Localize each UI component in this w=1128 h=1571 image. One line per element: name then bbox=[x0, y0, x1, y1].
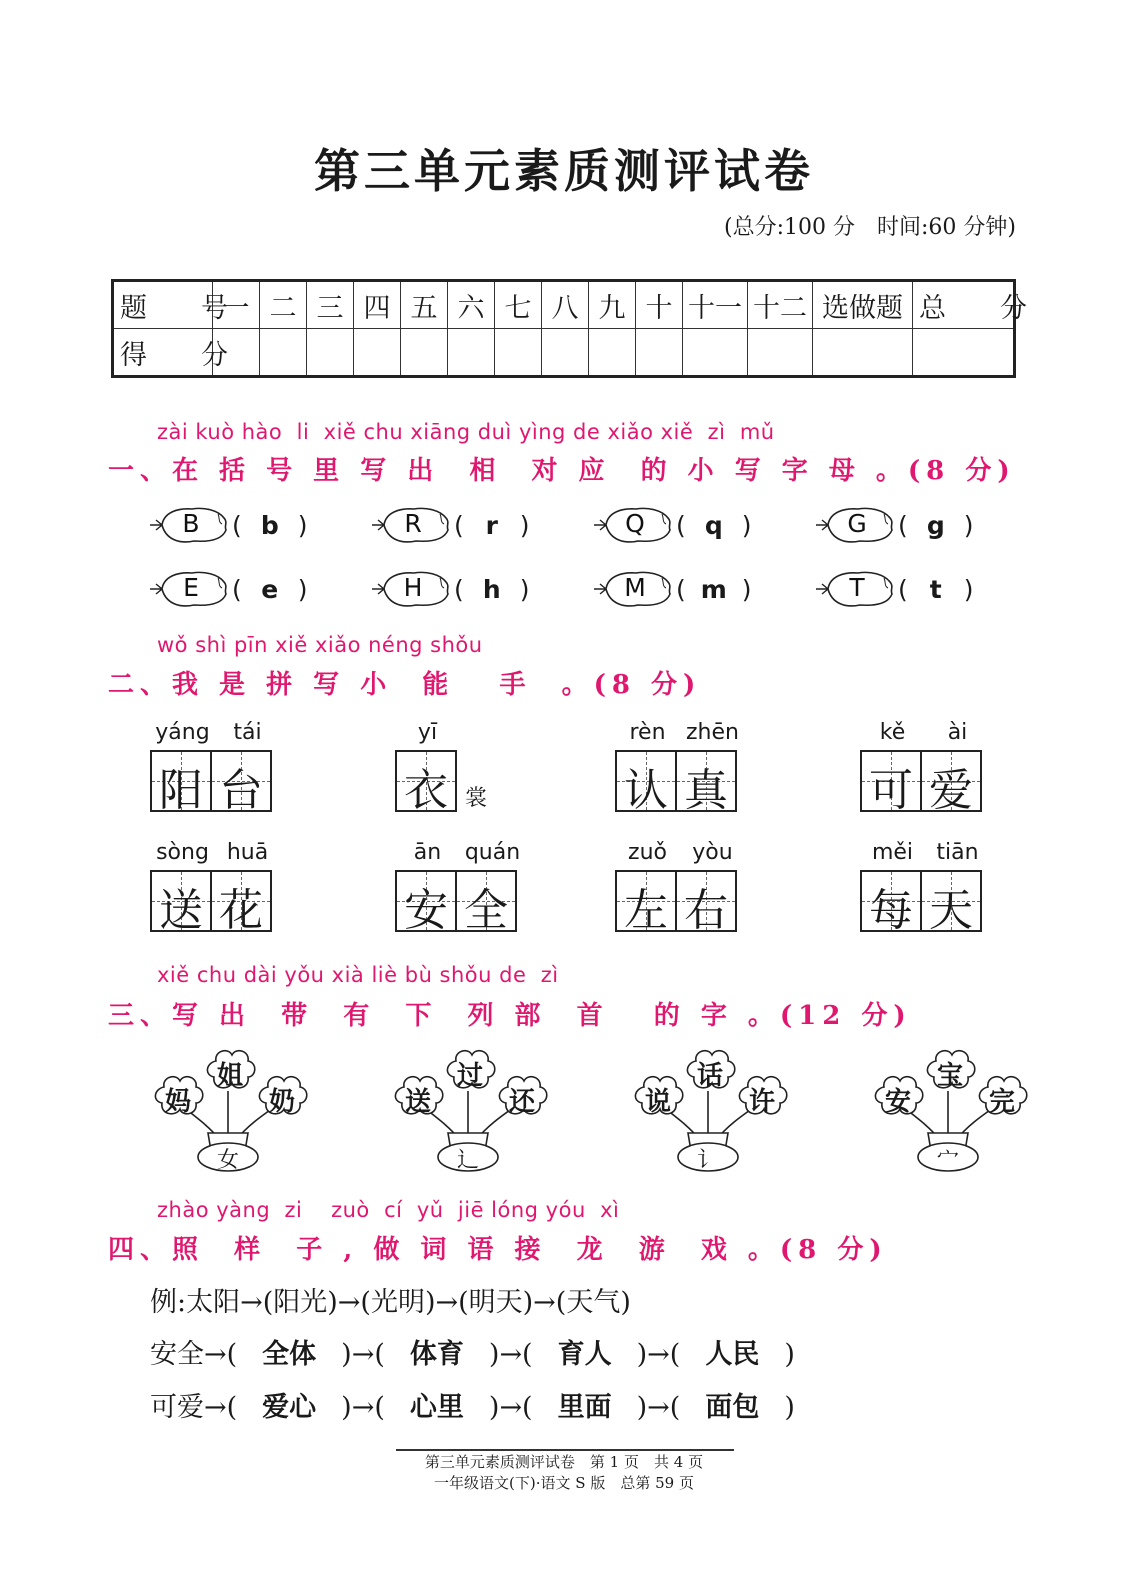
pinyin-syllable: ài bbox=[947, 720, 968, 745]
pinyin-syllable: kě bbox=[879, 720, 906, 745]
radical: 女 bbox=[216, 1148, 239, 1173]
letter-item bbox=[148, 498, 370, 552]
score-table bbox=[111, 279, 1027, 378]
lowercase-answer: b bbox=[260, 510, 279, 540]
written-char: 每 bbox=[869, 885, 913, 936]
flower bbox=[974, 1073, 1030, 1119]
leaf-bubble bbox=[592, 504, 672, 546]
pinyin-syllable: zhēn bbox=[686, 720, 739, 745]
radical-tree bbox=[628, 1045, 788, 1175]
score-cell[interactable] bbox=[589, 329, 636, 377]
word-chain-row: 可爱→( 爱心 )→( 心里 )→( 里面 )→( 面包 ) bbox=[150, 1385, 870, 1438]
written-char: 全 bbox=[464, 885, 508, 936]
score-header-cell: 一 bbox=[213, 281, 260, 329]
lowercase-answer: m bbox=[700, 574, 727, 604]
radical-tree bbox=[388, 1045, 548, 1175]
leaf-bubble bbox=[592, 568, 672, 610]
pinyin-syllable: měi bbox=[871, 840, 914, 865]
written-char: 台 bbox=[219, 765, 263, 816]
leaf-bubble bbox=[370, 568, 450, 610]
char-boxes bbox=[150, 870, 290, 936]
score-header-cell: 三 bbox=[307, 281, 354, 329]
char-box[interactable] bbox=[210, 750, 272, 816]
char-box[interactable] bbox=[615, 870, 677, 936]
char-boxes bbox=[860, 750, 1000, 816]
score-header-cell: 九 bbox=[589, 281, 636, 329]
pinyin-syllable: ān bbox=[413, 840, 442, 865]
radical-tree bbox=[868, 1045, 1028, 1175]
flower-char: 说 bbox=[644, 1087, 671, 1117]
footer-line-2: 一年级语文(下)·语文 S 版 总第 59 页 bbox=[434, 1474, 694, 1492]
word-chain-row: 安全→( 全体 )→( 体育 )→( 育人 )→( 人民 ) bbox=[150, 1332, 870, 1385]
word-item bbox=[395, 720, 535, 816]
answer-paren[interactable]: ( t ) bbox=[898, 574, 974, 604]
score-header-cell: 二 bbox=[260, 281, 307, 329]
char-box[interactable] bbox=[395, 870, 457, 936]
word-pinyin bbox=[860, 720, 1000, 750]
score-header-cell: 选做题 bbox=[813, 281, 913, 329]
word-item bbox=[395, 840, 535, 936]
flower-char: 许 bbox=[748, 1087, 775, 1117]
score-cell[interactable] bbox=[748, 329, 813, 377]
chain-answer[interactable]: 心里 bbox=[409, 1392, 464, 1423]
char-boxes bbox=[860, 870, 1000, 936]
written-char: 衣 bbox=[404, 765, 448, 816]
written-char: 左 bbox=[624, 885, 668, 936]
radical: 宀 bbox=[936, 1148, 959, 1173]
letter-item bbox=[148, 562, 370, 616]
score-cell[interactable] bbox=[813, 329, 913, 377]
flower bbox=[202, 1047, 258, 1093]
uppercase-letter: H bbox=[403, 573, 423, 602]
char-boxes bbox=[395, 870, 535, 936]
pinyin-syllable: tái bbox=[233, 720, 262, 745]
uppercase-letter: T bbox=[849, 573, 865, 602]
flower bbox=[922, 1047, 978, 1093]
q4-heading: 四、照 样 子 , 做 词 语 接 龙 游 戏 。(8 分) bbox=[108, 1235, 888, 1265]
footer-line-1: 第三单元素质测评试卷 第 1 页 共 4 页 bbox=[424, 1453, 704, 1471]
q1-letters bbox=[148, 498, 1008, 616]
pinyin-syllable: yáng bbox=[155, 720, 210, 745]
score-header-cell: 八 bbox=[542, 281, 589, 329]
score-value-row bbox=[113, 329, 1015, 377]
leaf-bubble bbox=[370, 504, 450, 546]
lowercase-answer: e bbox=[261, 574, 279, 604]
flower bbox=[150, 1073, 206, 1119]
written-char: 送 bbox=[159, 885, 203, 936]
chain-answer[interactable]: 全体 bbox=[262, 1339, 317, 1370]
chain-answer[interactable]: 育人 bbox=[557, 1339, 612, 1370]
word-pinyin bbox=[615, 720, 755, 750]
score-header-cell: 五 bbox=[401, 281, 448, 329]
lowercase-answer: t bbox=[929, 574, 942, 604]
lowercase-answer: r bbox=[485, 510, 498, 540]
char-box[interactable] bbox=[150, 870, 212, 936]
written-char: 天 bbox=[929, 885, 973, 936]
word-pinyin bbox=[150, 720, 290, 750]
q3-heading: 三、写 出 带 有 下 列 部 首 的 字 。(12 分) bbox=[108, 1001, 912, 1031]
uppercase-letter: M bbox=[624, 573, 646, 602]
q1-heading: 一、在 括 号 里 写 出 相 对 应 的 小 写 字 母 。(8 分) bbox=[108, 456, 1016, 486]
score-cell[interactable] bbox=[307, 329, 354, 377]
radical: 讠 bbox=[696, 1148, 719, 1173]
word-item bbox=[150, 840, 290, 936]
score-header-cell: 十 bbox=[636, 281, 683, 329]
score-cell[interactable] bbox=[542, 329, 589, 377]
q3-radical-trees bbox=[148, 1045, 1028, 1175]
word-item bbox=[615, 840, 755, 936]
chain-answer[interactable]: 人民 bbox=[705, 1339, 760, 1370]
pinyin-syllable: yòu bbox=[692, 840, 733, 865]
pinyin-syllable: tiān bbox=[936, 840, 979, 865]
pinyin-syllable: quán bbox=[464, 840, 521, 865]
letter-item bbox=[592, 498, 814, 552]
flower bbox=[494, 1073, 550, 1119]
flower-char: 过 bbox=[456, 1061, 483, 1091]
score-cell[interactable] bbox=[448, 329, 495, 377]
score-header-cell: 七 bbox=[495, 281, 542, 329]
q4-pinyin: zhào yàng zi zuò cí yǔ jiē lóng yóu xì bbox=[157, 1198, 620, 1222]
chain-answer[interactable]: 体育 bbox=[409, 1339, 464, 1370]
written-char: 右 bbox=[684, 885, 728, 936]
q4-example: 例:太阳→(阳光)→(光明)→(明天)→(天气) bbox=[150, 1287, 631, 1318]
written-char: 花 bbox=[219, 885, 263, 936]
written-char: 真 bbox=[684, 765, 728, 816]
answer-paren[interactable]: ( r ) bbox=[454, 510, 530, 540]
char-boxes bbox=[150, 750, 290, 816]
leaf-bubble bbox=[148, 504, 228, 546]
pinyin-syllable: zuǒ bbox=[628, 840, 667, 865]
score-cell[interactable] bbox=[913, 329, 1015, 377]
score-cell[interactable] bbox=[636, 329, 683, 377]
score-header-cell: 十一 bbox=[683, 281, 748, 329]
chain-answer[interactable]: 面包 bbox=[705, 1392, 760, 1423]
score-cell[interactable] bbox=[260, 329, 307, 377]
word-item bbox=[860, 720, 1000, 816]
answer-paren[interactable]: ( h ) bbox=[454, 574, 530, 604]
written-char: 认 bbox=[624, 765, 668, 816]
pinyin-syllable: rèn bbox=[629, 720, 666, 745]
word-pinyin bbox=[150, 840, 290, 870]
flower-char: 宝 bbox=[936, 1061, 963, 1091]
pinyin-syllable: sòng bbox=[156, 840, 209, 865]
score-cell[interactable] bbox=[495, 329, 542, 377]
answer-paren[interactable]: ( q ) bbox=[676, 510, 752, 540]
letter-item bbox=[370, 498, 592, 552]
radical-tree bbox=[148, 1045, 308, 1175]
chain-start: 安全 bbox=[150, 1339, 204, 1370]
uppercase-letter: E bbox=[183, 573, 199, 602]
word-item bbox=[150, 720, 290, 816]
score-header-cell: 题 号 bbox=[113, 281, 213, 329]
word-item bbox=[860, 840, 1000, 936]
char-box[interactable] bbox=[860, 870, 922, 936]
word-pinyin bbox=[395, 840, 535, 870]
flower bbox=[734, 1073, 790, 1119]
leaf-bubble bbox=[814, 568, 894, 610]
flower bbox=[870, 1073, 926, 1119]
char-box[interactable] bbox=[920, 750, 982, 816]
letter-item bbox=[592, 562, 814, 616]
char-box[interactable] bbox=[395, 750, 457, 816]
char-box[interactable] bbox=[150, 750, 212, 816]
char-boxes bbox=[615, 750, 755, 816]
score-header-cell: 十二 bbox=[748, 281, 813, 329]
word-item bbox=[615, 720, 755, 816]
char-box[interactable] bbox=[675, 750, 737, 816]
flower bbox=[390, 1073, 446, 1119]
score-header-cell: 四 bbox=[354, 281, 401, 329]
char-box[interactable] bbox=[455, 870, 517, 936]
exam-meta: (总分:100 分 时间:60 分钟) bbox=[724, 215, 1016, 240]
letter-item bbox=[370, 562, 592, 616]
uppercase-letter: R bbox=[404, 509, 422, 538]
word-pinyin bbox=[395, 720, 535, 750]
lowercase-answer: h bbox=[482, 574, 501, 604]
answer-paren[interactable]: ( b ) bbox=[232, 510, 308, 540]
flower-char: 完 bbox=[988, 1087, 1015, 1117]
answer-paren[interactable]: ( e ) bbox=[232, 574, 308, 604]
flower bbox=[682, 1047, 738, 1093]
flower-char: 送 bbox=[404, 1087, 431, 1117]
score-header-cell: 总 分 bbox=[913, 281, 1015, 329]
word-pinyin bbox=[615, 840, 755, 870]
written-char: 爱 bbox=[929, 765, 973, 816]
written-char: 可 bbox=[869, 765, 913, 816]
flower bbox=[254, 1073, 310, 1119]
flower-char: 安 bbox=[884, 1087, 911, 1117]
flower-char: 妈 bbox=[164, 1087, 191, 1117]
q2-pinyin: wǒ shì pīn xiě xiǎo néng shǒu bbox=[157, 633, 483, 657]
q2-words bbox=[150, 720, 1010, 936]
char-box[interactable] bbox=[920, 870, 982, 936]
leaf-bubble bbox=[148, 568, 228, 610]
flower-char: 姐 bbox=[216, 1061, 243, 1091]
pinyin-syllable: yī bbox=[417, 720, 438, 745]
flower bbox=[630, 1073, 686, 1119]
score-cell[interactable] bbox=[401, 329, 448, 377]
uppercase-letter: Q bbox=[625, 509, 645, 538]
char-boxes bbox=[615, 870, 755, 936]
answer-paren[interactable]: ( g ) bbox=[898, 510, 974, 540]
letter-item bbox=[814, 562, 1004, 616]
score-cell[interactable] bbox=[683, 329, 748, 377]
char-boxes bbox=[395, 750, 535, 816]
letter-item bbox=[814, 498, 1004, 552]
char-box[interactable] bbox=[860, 750, 922, 816]
chain-start: 可爱 bbox=[150, 1392, 204, 1423]
radical: 辶 bbox=[456, 1148, 479, 1173]
q3-pinyin: xiě chu dài yǒu xià liè bù shǒu de zì bbox=[157, 963, 559, 987]
word-pinyin bbox=[860, 840, 1000, 870]
pinyin-syllable bbox=[460, 720, 525, 750]
page-title: 第三单元素质测评试卷 bbox=[314, 144, 814, 198]
flower-char: 还 bbox=[508, 1087, 535, 1117]
score-header-row bbox=[113, 281, 1015, 329]
lowercase-answer: q bbox=[704, 510, 723, 540]
pinyin-syllable: huā bbox=[226, 840, 269, 865]
printed-char: 裳 bbox=[465, 786, 488, 811]
flower-char: 奶 bbox=[268, 1087, 295, 1117]
q1-pinyin: zài kuò hào li xiě chu xiāng duì yìng de xiǎo xiě zì mǔ bbox=[157, 420, 775, 444]
char-box[interactable] bbox=[675, 870, 737, 936]
score-row-label: 得 分 bbox=[113, 329, 213, 377]
chain-answer[interactable]: 爱心 bbox=[262, 1392, 317, 1423]
score-cell[interactable] bbox=[354, 329, 401, 377]
chain-answer[interactable]: 里面 bbox=[557, 1392, 612, 1423]
flower-char: 话 bbox=[696, 1061, 723, 1091]
answer-paren[interactable]: ( m ) bbox=[676, 574, 752, 604]
score-header-cell: 六 bbox=[448, 281, 495, 329]
q4-answer-rows bbox=[150, 1332, 870, 1438]
char-box[interactable] bbox=[210, 870, 272, 936]
uppercase-letter: B bbox=[182, 509, 200, 538]
leaf-bubble bbox=[814, 504, 894, 546]
written-char: 阳 bbox=[159, 765, 203, 816]
char-box[interactable] bbox=[615, 750, 677, 816]
written-char: 安 bbox=[404, 885, 448, 936]
uppercase-letter: G bbox=[847, 509, 867, 538]
flower bbox=[442, 1047, 498, 1093]
q2-heading: 二、我 是 拼 写 小 能 手 。(8 分) bbox=[108, 670, 702, 700]
lowercase-answer: g bbox=[926, 510, 945, 540]
